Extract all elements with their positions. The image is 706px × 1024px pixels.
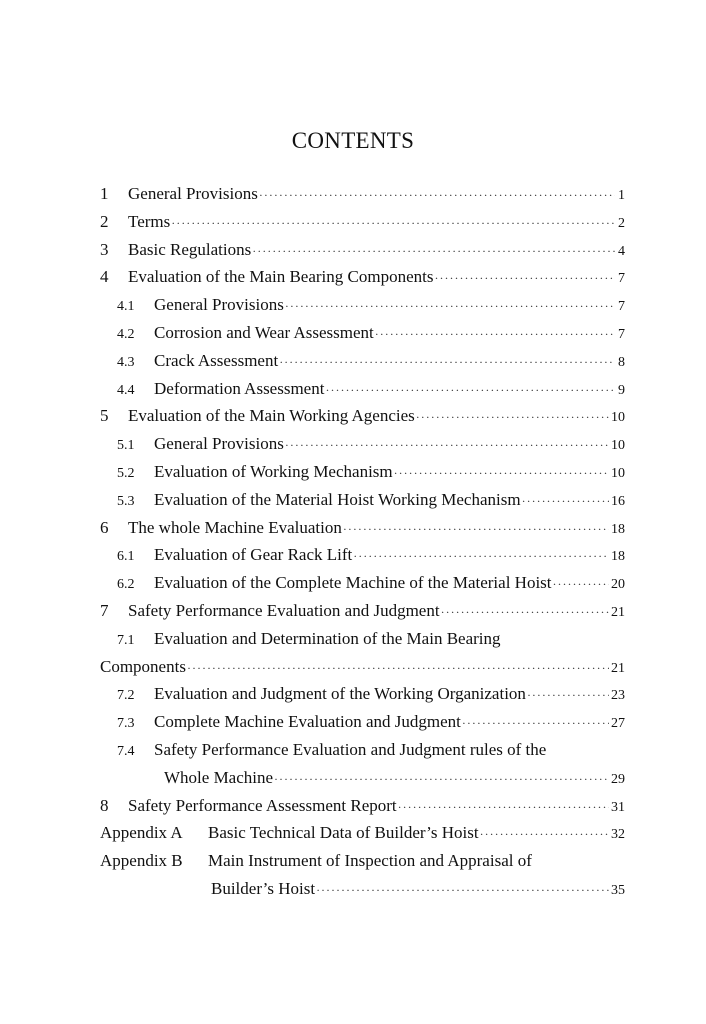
toc-page: 18: [611, 521, 625, 537]
toc-page: 8: [618, 354, 625, 370]
toc-page: 10: [611, 465, 625, 481]
toc-subentry[interactable]: [100, 712, 625, 740]
dot-leader: [441, 605, 609, 620]
toc-subentry[interactable]: [100, 629, 625, 657]
toc-number: 7.3: [117, 716, 135, 732]
toc-number: 4.4: [117, 382, 135, 398]
toc-title: General Provisions: [154, 434, 284, 454]
dot-leader: [480, 827, 609, 842]
toc-entry[interactable]: [100, 184, 625, 212]
dot-leader: [279, 355, 615, 370]
dot-leader: [343, 522, 609, 537]
toc-page: 35: [611, 882, 625, 898]
toc-page: 21: [611, 604, 625, 620]
toc-page: 2: [618, 215, 625, 231]
dot-leader: [325, 383, 615, 398]
dot-leader: [353, 549, 609, 564]
toc-subentry[interactable]: [100, 462, 625, 490]
toc-number: 3: [100, 239, 109, 259]
toc-entry[interactable]: [100, 267, 625, 295]
toc-title: Terms: [128, 211, 171, 231]
toc-number: 6.2: [117, 577, 135, 593]
toc-number: 4.3: [117, 354, 135, 370]
toc-number: 7: [100, 600, 109, 620]
toc-continuation[interactable]: [100, 657, 625, 685]
dot-leader: [252, 244, 615, 259]
dot-leader: [259, 188, 615, 203]
toc-title: Safety Performance Evaluation and Judgment: [128, 600, 440, 620]
toc-appendix[interactable]: [100, 851, 625, 879]
toc-title: Evaluation of the Main Bearing Components: [128, 267, 434, 287]
toc-title: Evaluation and Judgment of the Working Organization: [154, 684, 526, 704]
toc-number: 2: [100, 211, 109, 231]
toc-title: General Provisions: [128, 184, 258, 203]
dot-leader: [274, 772, 609, 787]
toc-title: Components: [100, 656, 186, 676]
dot-leader: [553, 577, 610, 592]
toc-title: Complete Machine Evaluation and Judgment: [154, 712, 461, 732]
toc-title: Evaluation and Determination of the Main Bearing: [154, 628, 501, 648]
dot-leader: [187, 661, 609, 676]
toc-page: 4: [618, 243, 625, 259]
toc-page: 9: [618, 382, 625, 398]
toc-page: 21: [611, 660, 625, 676]
dot-leader: [527, 688, 609, 703]
toc-page: 10: [611, 410, 625, 426]
toc-number: 7.4: [117, 743, 135, 759]
toc-title: Builder’s Hoist: [211, 878, 316, 898]
toc-entry[interactable]: [100, 406, 625, 434]
toc-page: 31: [611, 799, 625, 815]
toc-entry[interactable]: [100, 601, 625, 629]
toc-page: 27: [611, 716, 625, 732]
toc-number: 6: [100, 517, 109, 537]
toc-page: 16: [611, 493, 625, 509]
toc-number: Appendix A: [100, 823, 183, 843]
dot-leader: [416, 410, 609, 425]
table-of-contents: [100, 184, 625, 907]
toc-subentry[interactable]: [100, 740, 625, 768]
toc-subentry[interactable]: [100, 351, 625, 379]
toc-number: 7.1: [117, 632, 135, 648]
toc-title: General Provisions: [154, 295, 284, 315]
toc-subentry[interactable]: [100, 545, 625, 573]
toc-title: The whole Machine Evaluation: [128, 517, 342, 537]
toc-page: 18: [611, 549, 625, 565]
toc-number: 8: [100, 795, 109, 815]
toc-number: 4.1: [117, 299, 135, 315]
toc-title: Corrosion and Wear Assessment: [154, 322, 374, 342]
toc-number: 6.1: [117, 549, 135, 565]
dot-leader: [462, 716, 609, 731]
toc-number: 5.3: [117, 493, 135, 509]
toc-subentry[interactable]: [100, 490, 625, 518]
toc-number: 4: [100, 267, 109, 287]
toc-number: 5: [100, 406, 109, 426]
dot-leader: [375, 327, 615, 342]
dot-leader: [285, 438, 609, 453]
toc-subentry[interactable]: [100, 295, 625, 323]
toc-continuation[interactable]: [100, 879, 625, 907]
toc-title: Evaluation of Gear Rack Lift: [154, 545, 353, 565]
toc-title: Evaluation of the Material Hoist Working Mechanism: [154, 489, 521, 509]
dot-leader: [394, 466, 609, 481]
toc-entry[interactable]: [100, 240, 625, 268]
toc-subentry[interactable]: [100, 379, 625, 407]
toc-page: 20: [611, 577, 625, 593]
toc-page: 7: [618, 271, 625, 287]
toc-subentry[interactable]: [100, 573, 625, 601]
dot-leader: [171, 216, 615, 231]
toc-entry[interactable]: [100, 518, 625, 546]
dot-leader: [316, 883, 609, 898]
toc-number: 7.2: [117, 688, 135, 704]
toc-title: Crack Assessment: [154, 350, 279, 370]
toc-number: Appendix B: [100, 851, 183, 871]
toc-entry[interactable]: [100, 796, 625, 824]
toc-page: 1: [618, 188, 625, 203]
toc-page: 7: [618, 326, 625, 342]
toc-subentry[interactable]: [100, 323, 625, 351]
toc-page: 32: [611, 827, 625, 843]
toc-page: 7: [618, 299, 625, 315]
dot-leader: [398, 800, 609, 815]
toc-title: Basic Regulations: [128, 239, 252, 259]
toc-entry[interactable]: [100, 212, 625, 240]
toc-title: Safety Performance Evaluation and Judgment rules of the: [154, 739, 547, 759]
toc-title: Basic Technical Data of Builder’s Hoist: [208, 823, 479, 843]
toc-subentry[interactable]: [100, 684, 625, 712]
toc-title: Safety Performance Assessment Report: [128, 795, 397, 815]
toc-title: Evaluation of Working Mechanism: [154, 461, 393, 481]
toc-title: Evaluation of the Complete Machine of the Material Hoist: [154, 573, 552, 593]
toc-title: Deformation Assessment: [154, 378, 325, 398]
dot-leader: [522, 494, 609, 509]
page-title: CONTENTS: [291, 128, 415, 153]
toc-title: Main Instrument of Inspection and Appraisal of: [208, 851, 532, 871]
toc-title: Whole Machine: [164, 767, 274, 787]
toc-page: 10: [611, 438, 625, 454]
dot-leader: [434, 271, 615, 286]
toc-page: 23: [611, 688, 625, 704]
toc-number: 5.1: [117, 438, 135, 454]
toc-appendix[interactable]: [100, 823, 625, 851]
toc-title: Evaluation of the Main Working Agencies: [128, 406, 415, 426]
toc-number: 1: [100, 184, 109, 203]
dot-leader: [285, 299, 615, 314]
toc-number: 4.2: [117, 326, 135, 342]
toc-continuation[interactable]: [100, 768, 625, 796]
toc-number: 5.2: [117, 465, 135, 481]
toc-page: 29: [611, 771, 625, 787]
toc-subentry[interactable]: [100, 434, 625, 462]
